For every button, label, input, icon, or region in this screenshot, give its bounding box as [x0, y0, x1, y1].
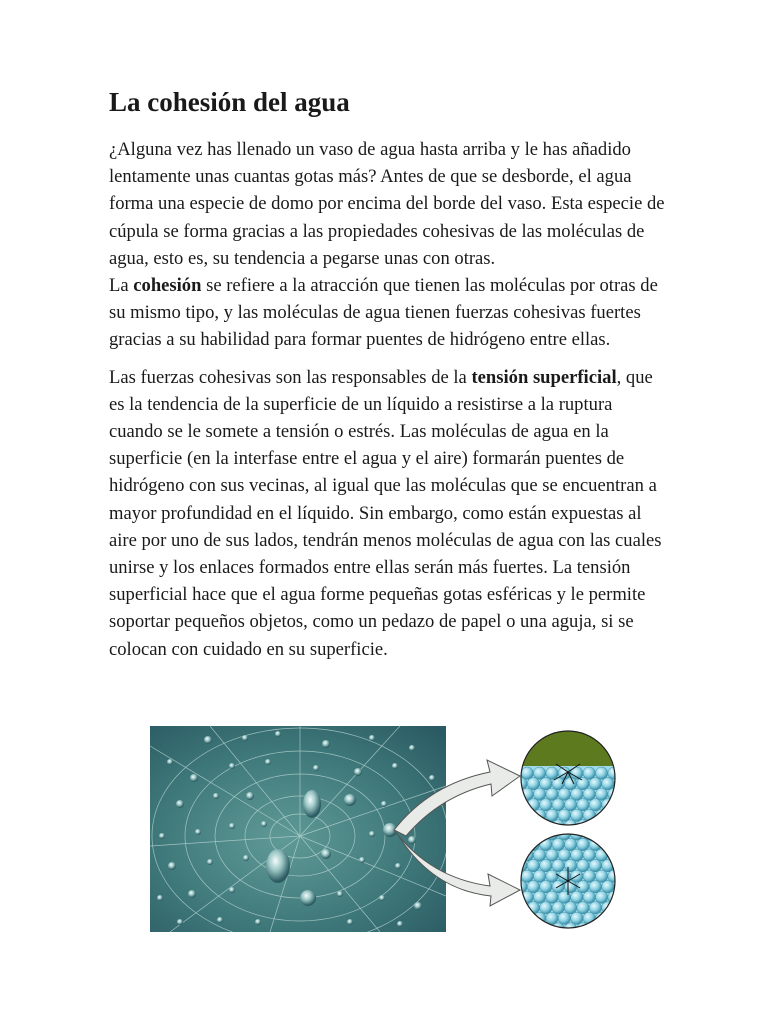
water-molecule-icon [558, 912, 570, 924]
water-molecule-icon [571, 809, 583, 821]
arrow-to-surface-icon [394, 760, 520, 836]
water-molecule-icon [546, 891, 558, 903]
water-molecule-icon [540, 859, 552, 871]
paragraph-surface-tension [109, 364, 669, 663]
water-molecule-icon [589, 859, 601, 871]
water-molecule-icon [521, 912, 533, 924]
water-molecule-icon [583, 891, 595, 903]
bulk-molecules-diagram-icon [509, 828, 620, 932]
cohesion-prefix: La [109, 275, 134, 297]
water-molecule-icon [521, 809, 533, 821]
water-molecule-icon [552, 838, 564, 850]
surface-tension-text: , que es la tendencia de la superficie de un líquido a resistirse a la ruptura cuando se le somete a tensión o estrés. Las moléculas de agua en la superficie (en la interfase entre el agua y el aire) formarán puentes de hidrógeno con sus vecinas, al igual que las moléculas que se encuentran a mayor profundidad en el líquido. Sin embargo, como están expuestas al aire por uno de sus lados, tendrán menos moléculas de agua con las cuales unirse y los enlaces formados entre ellas serán más fuertes. La tensión superficial hace que el agua forme pequeñas gotas esféricas y le permite soportar pequeños objetos, como un pedazo de papel o una aguja, si se colocan con cuidado en su superficie. [109, 366, 662, 660]
water-molecule-icon [509, 849, 521, 861]
water-molecule-icon [509, 809, 521, 821]
water-molecule-icon [558, 788, 570, 800]
water-molecule-icon [552, 859, 564, 871]
water-molecule-icon [602, 838, 614, 850]
water-molecule-icon [608, 809, 620, 821]
cohesion-term: cohesión [133, 275, 202, 297]
cohesion-definition: se refiere a la atracción que tienen las moléculas por otras de su mismo tipo, y las moléculas de agua tienen fuerzas cohesivas fuertes gracias a su habilidad para formar puentes de hidrógeno entre ellas. [109, 275, 658, 351]
water-molecule-icon [571, 788, 583, 800]
water-molecule-icon [564, 838, 576, 850]
water-molecule-icon [546, 809, 558, 821]
water-molecule-icon [527, 859, 539, 871]
water-molecule-icon [614, 859, 620, 871]
water-molecule-icon [527, 923, 539, 932]
arrow-to-bulk-icon [394, 830, 520, 906]
water-molecule-icon [564, 820, 576, 832]
water-molecule-icon [589, 923, 601, 932]
water-molecule-icon [577, 820, 589, 832]
water-molecule-icon [546, 912, 558, 924]
water-molecule-icon [614, 820, 620, 832]
water-molecule-icon [614, 923, 620, 932]
water-molecule-icon [509, 870, 521, 882]
water-molecule-icon [515, 820, 527, 832]
water-molecule-icon [509, 828, 521, 840]
water-molecule-icon [564, 859, 576, 871]
water-molecule-icon [558, 891, 570, 903]
water-molecule-icon [533, 828, 545, 840]
surface-tension-term: tensión superficial [471, 366, 617, 388]
water-molecule-icon [571, 891, 583, 903]
water-molecule-icon [509, 912, 521, 924]
water-molecule-icon [577, 838, 589, 850]
water-molecule-icon [558, 809, 570, 821]
water-molecule-icon [614, 902, 620, 914]
water-molecule-icon [515, 902, 527, 914]
page-title: La cohesión del agua [109, 87, 350, 117]
water-molecule-icon [608, 912, 620, 924]
water-molecule-icon [533, 891, 545, 903]
water-molecule-icon [602, 923, 614, 932]
water-molecule-icon [577, 859, 589, 871]
water-molecule-icon [515, 838, 527, 850]
water-molecule-icon [614, 838, 620, 850]
water-molecule-icon [595, 788, 607, 800]
surface-tension-prefix: Las fuerzas cohesivas son las responsables de la [109, 366, 472, 388]
water-molecule-icon [571, 912, 583, 924]
water-molecule-icon [595, 891, 607, 903]
water-molecule-icon [533, 788, 545, 800]
water-molecule-icon [583, 788, 595, 800]
water-molecule-icon [595, 828, 607, 840]
water-molecule-icon [515, 799, 527, 811]
paragraph-cohesion [109, 136, 669, 354]
water-molecule-icon [546, 788, 558, 800]
molecular-diagram-overlay [150, 726, 620, 932]
cohesion-figure [150, 726, 620, 932]
document-page [109, 82, 669, 663]
water-molecule-icon [515, 923, 527, 932]
surface-molecules-diagram-icon [509, 730, 620, 832]
water-molecule-icon [602, 820, 614, 832]
water-molecule-icon [509, 788, 521, 800]
paragraph-intro: ¿Alguna vez has llenado un vaso de agua hasta arriba y le has añadido lentamente unas cuantas gotas más? Antes de que se desborde, el agua forma una especie de domo por encima del borde del vaso. Esta especie de cúpula se forma gracias a las propiedades cohesivas de las moléculas de agua, esto es, su tendencia a pegarse unas con otras. [109, 139, 665, 269]
water-molecule-icon [527, 820, 539, 832]
water-molecule-icon [608, 828, 620, 840]
water-molecule-icon [589, 820, 601, 832]
water-molecule-icon [521, 828, 533, 840]
water-molecule-icon [552, 820, 564, 832]
water-molecule-icon [614, 799, 620, 811]
